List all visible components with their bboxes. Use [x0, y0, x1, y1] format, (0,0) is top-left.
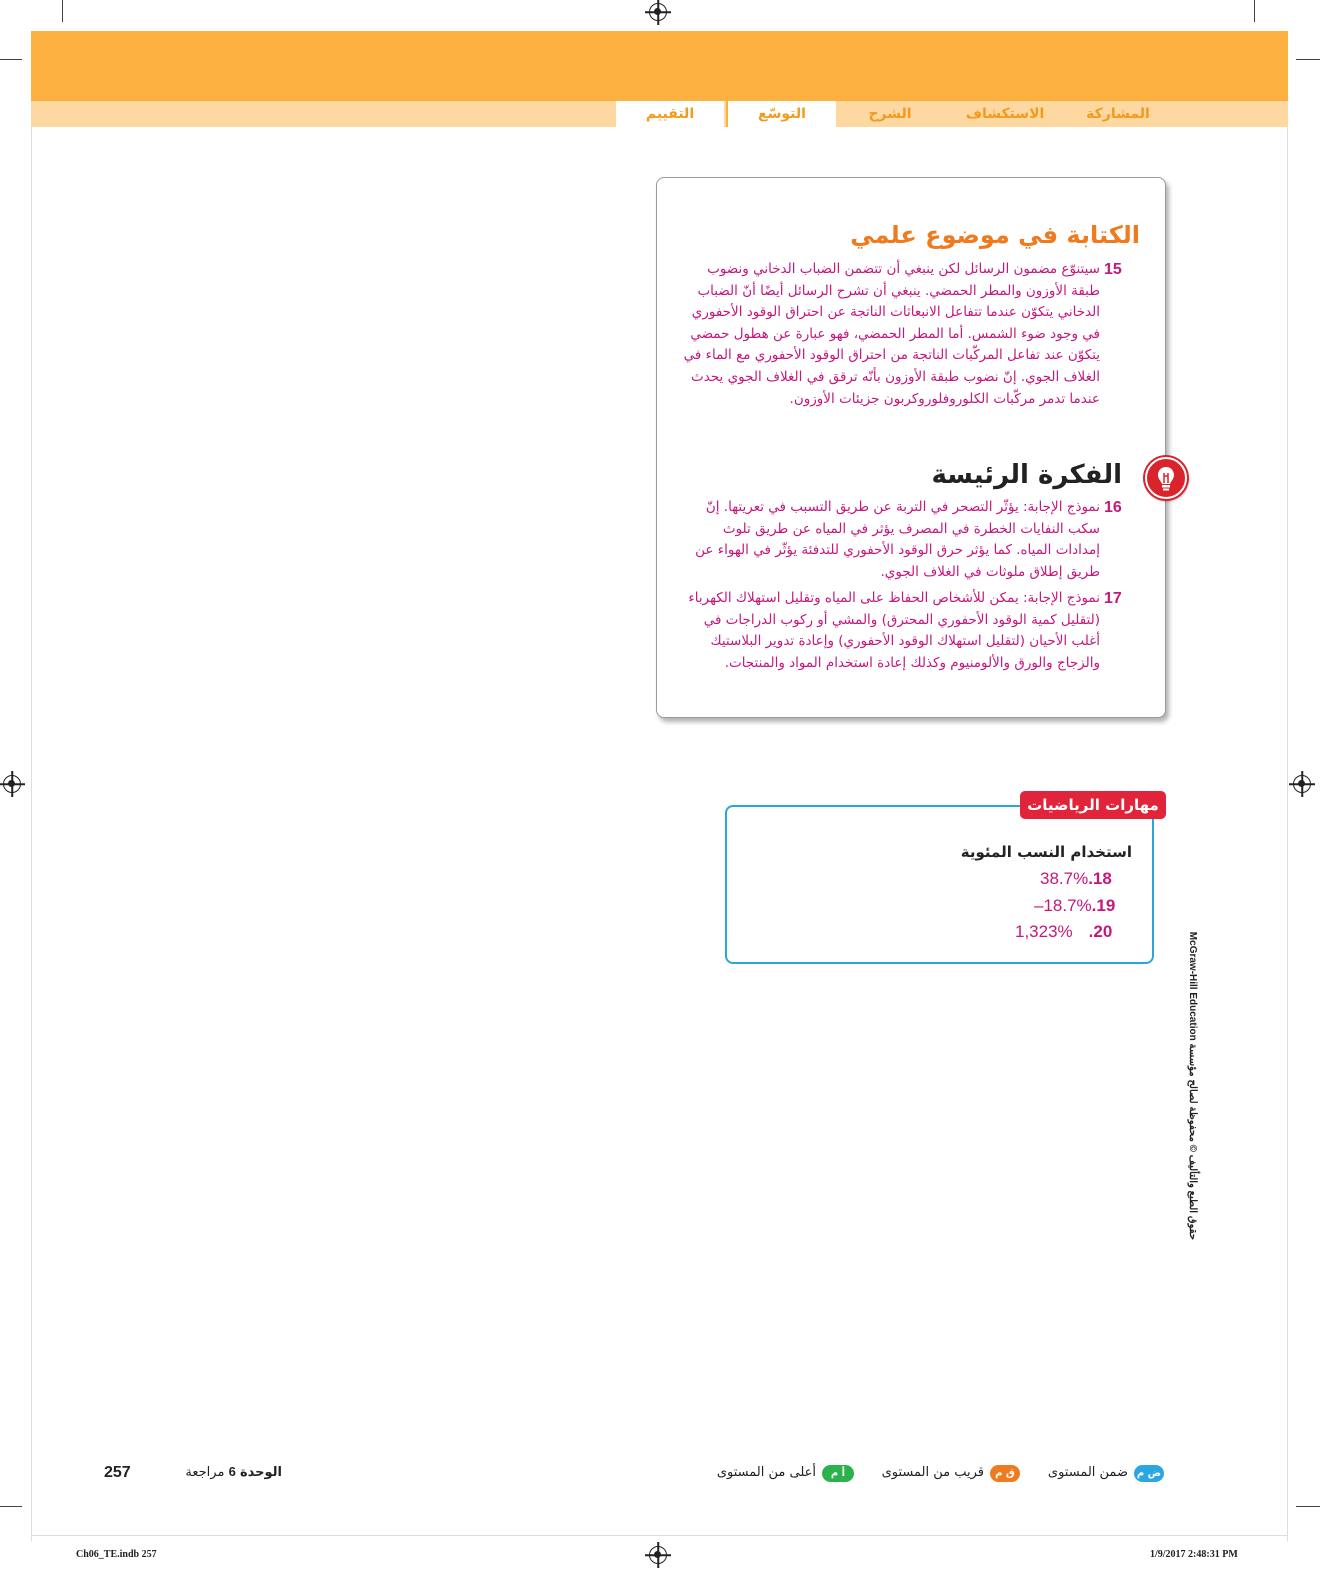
- question-number: 17: [1104, 590, 1122, 607]
- tab-elaborate[interactable]: التوسّع: [726, 101, 836, 127]
- question-number: 15: [1104, 261, 1122, 278]
- answer-text: نموذج الإجابة: يمكن للأشخاص الحفاظ على المياه وتقليل استهلاك الكهرباء (لتقليل كمية الوقود الأحفوري المحترق) والمشي أو ركوب الدراجات في أغلب الأحيان (لتقليل استهلاك الوقود الأحفوري) وإعادة تدوير البلاستيك والزجاج والورق والألومنيوم وكذلك إعادة استخدام المواد والمنتجات.: [688, 590, 1100, 671]
- level-badge-on: ض م: [1134, 1465, 1164, 1482]
- timestamp-slug: 1/9/2017 2:48:31 PM: [1150, 1549, 1238, 1560]
- math-heading: استخدام النسب المئوية: [960, 843, 1132, 861]
- registration-mark-icon: [3, 775, 21, 793]
- answer-text: سيتنوّع مضمون الرسائل لكن ينبغي أن تتضمن الضباب الدخاني ونضوب طبقة الأوزون والمطر الحمضي. ينبغي أن تشرح الرسائل أيضًا أنّ الضباب الدخاني يتكوّن عندما تتفاعل الانبعاثات الناتجة عن احتراق الوقود الأحفوري في وجود ضوء الشمس. أما المطر الحمضي، فهو عبارة عن هطول حمضي يتكوّن عند تفاعل المركّبات الناتجة من احتراق الوقود الأحفوري مع الماء في الغلاف الجوي. إنّ نضوب طبقة الأوزون بأنّه ترقق في الغلاف الجوي يحدث عندما تدمر مركّبات الكلوروفلوروكربون جزيئات الأوزون.: [683, 261, 1100, 407]
- math-answer: [1040, 869, 1112, 889]
- answer-value: 38.7%: [1040, 869, 1089, 888]
- file-slug: Ch06_TE.indb 257: [76, 1549, 157, 1560]
- math-answer: [1034, 896, 1115, 916]
- level-badge-beyond: أ م: [822, 1465, 854, 1482]
- math-answer: [1015, 922, 1112, 942]
- answer-value: –18.7%: [1034, 896, 1092, 915]
- unit-word: الوحدة: [239, 1465, 282, 1480]
- page-edge: [31, 1535, 1288, 1536]
- lightbulb-icon: [1145, 457, 1187, 499]
- tab-explore[interactable]: الاستكشاف: [965, 106, 1045, 122]
- page-edge: [1287, 101, 1288, 1541]
- level-label-approaching: قريب من المستوى: [881, 1465, 984, 1480]
- tab-engage[interactable]: المشاركة: [1086, 106, 1150, 122]
- level-label-on: ضمن المستوى: [1047, 1465, 1128, 1480]
- main-idea-heading: الفكرة الرئيسة: [931, 460, 1122, 490]
- writing-heading: الكتابة في موضوع علمي: [850, 221, 1140, 249]
- unit-number: 6: [228, 1464, 236, 1479]
- crop-mark: [0, 1506, 22, 1507]
- registration-mark-icon: [1293, 775, 1311, 793]
- tab-evaluate[interactable]: التقييم: [616, 101, 724, 127]
- math-skills-tab: مهارات الرياضيات: [1020, 791, 1166, 819]
- answer-text: نموذج الإجابة: يؤثّر التصحر في التربة عن طريق التسبب في تعريتها. إنّ سكب النفايات الخطرة في المصرف يؤثر في المياه عن طريق تلوث إمدادات المياه. كما يؤثر حرق الوقود الأحفوري للتدفئة يؤثّر في الهواء عن طريق إطلاق ملوثات في الغلاف الجوي.: [695, 499, 1100, 580]
- unit-suffix: مراجعة: [185, 1465, 225, 1480]
- crop-mark: [1296, 59, 1320, 60]
- tab-explain[interactable]: الشرح: [868, 106, 912, 122]
- level-badge-approaching: ق م: [990, 1465, 1020, 1482]
- answer-number: .18: [1088, 869, 1112, 888]
- page-number: 257: [104, 1464, 131, 1481]
- level-label-beyond: أعلى من المستوى: [716, 1465, 816, 1480]
- crop-mark: [1254, 0, 1255, 22]
- crop-mark: [62, 0, 63, 22]
- copyright-notice: حقوق الطبع والتأليف © محفوظة لصالح مؤسسة McGraw-Hill Education: [1187, 931, 1198, 1240]
- registration-mark-icon: [649, 1546, 667, 1564]
- unit-label: [160, 1464, 282, 1480]
- answer-number: .19: [1091, 896, 1116, 915]
- header-banner: [31, 31, 1288, 101]
- page-edge: [31, 101, 32, 1541]
- answer-value: 1,323%: [1015, 922, 1073, 941]
- question-number: 16: [1104, 499, 1122, 516]
- answer-number: .20: [1088, 922, 1113, 941]
- crop-mark: [1296, 1506, 1320, 1507]
- registration-mark-icon: [649, 3, 667, 21]
- crop-mark: [0, 59, 22, 60]
